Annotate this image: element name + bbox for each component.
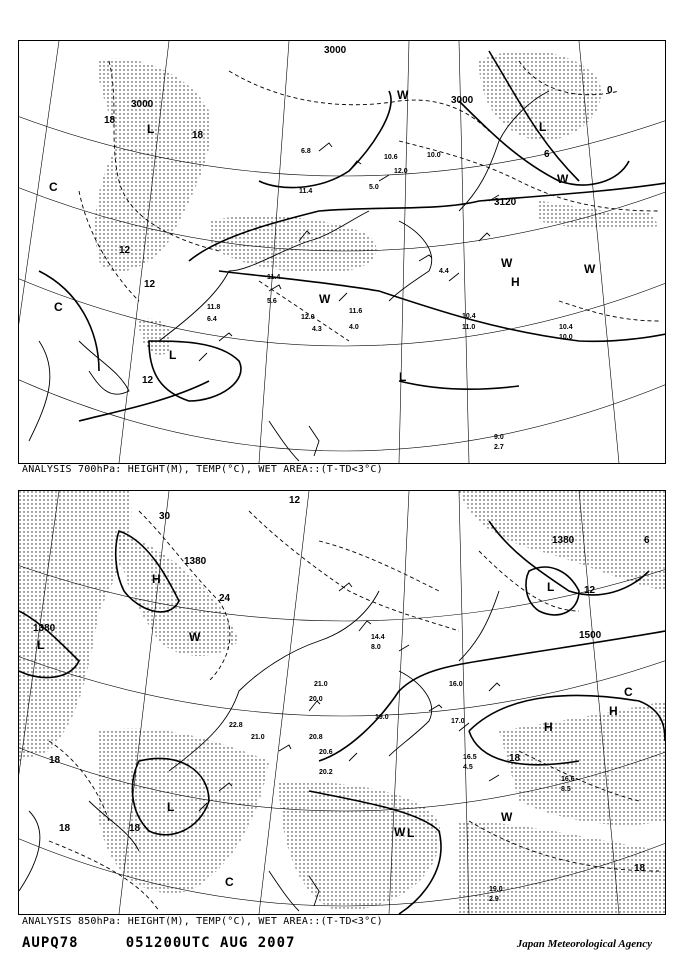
contour-label: 0 (607, 85, 613, 96)
station-value: 11.4 (299, 188, 313, 195)
contour-label: 12 (289, 495, 301, 506)
contour-label: 6 (644, 535, 650, 546)
station-value: 12.0 (301, 314, 315, 321)
cold-marker: C (49, 180, 58, 194)
warm-marker: W (557, 172, 569, 186)
warm-marker: W (501, 256, 513, 270)
station-value: 16.6 (561, 776, 575, 783)
contour-label: 18 (509, 753, 521, 764)
chart-id-and-time (22, 935, 295, 951)
station-value: 5.6 (267, 298, 277, 305)
station-value: 20.0 (309, 696, 323, 703)
high-center-label: H (511, 275, 520, 289)
contour-label: 18 (129, 823, 141, 834)
contour-label: 1380 (184, 556, 207, 567)
station-value: 22.8 (229, 722, 243, 729)
station-value: 10.4 (559, 324, 573, 331)
contour-label: 3000 (131, 99, 154, 110)
station-value: 17.0 (451, 718, 465, 725)
station-value: 19.0 (489, 886, 503, 893)
contour-label: 18 (49, 755, 61, 766)
station-value: 11.0 (462, 324, 476, 331)
station-value: 10.4 (462, 313, 476, 320)
contour-label: 24 (219, 593, 231, 604)
contour-label: 1380 (33, 623, 56, 634)
chart-code: AUPQ78 (22, 935, 79, 951)
contour-label: 1500 (579, 630, 602, 641)
valid-time: 051200UTC AUG 2007 (125, 935, 296, 951)
station-value: 10.0 (427, 152, 441, 159)
contour-label: 3120 (494, 197, 517, 208)
contour-label: 18 (634, 863, 646, 874)
contour-label: 18 (59, 823, 71, 834)
station-value: 21.0 (251, 734, 265, 741)
station-value: 10.6 (384, 154, 398, 161)
contour-label: 12 (119, 245, 131, 256)
contour-label: 12 (142, 375, 154, 386)
station-value: 11.4 (267, 274, 281, 281)
station-value: 8.5 (561, 786, 571, 793)
high-center-label: H (544, 720, 553, 734)
contour-label: 30 (159, 511, 171, 522)
low-center-label: L (37, 638, 45, 652)
low-center-label: L (539, 120, 547, 134)
station-value: 4.0 (349, 324, 359, 331)
station-value: 5.0 (369, 184, 379, 191)
low-center-label: L (169, 348, 177, 362)
low-center-label: L (147, 122, 155, 136)
station-value: 14.4 (371, 634, 385, 641)
high-center-label: H (609, 704, 618, 718)
station-value: 11.8 (207, 304, 221, 311)
station-value: 6.8 (301, 148, 311, 155)
station-value: 11.6 (349, 308, 363, 315)
contour-label: 3000 (324, 45, 347, 56)
caption-850hpa: ANALYSIS 850hPa: HEIGHT(M), TEMP(°C), WET AREA::(T-TD<3°C) (22, 916, 383, 927)
low-center-label: L (547, 580, 555, 594)
caption-700hpa: ANALYSIS 700hPa: HEIGHT(M), TEMP(°C), WET AREA::(T-TD<3°C) (22, 464, 383, 475)
contour-label: 18 (104, 115, 116, 126)
station-value: 20.8 (309, 734, 323, 741)
station-values (207, 148, 573, 451)
weather-map-700hpa (19, 41, 665, 463)
contour-label: 3000 (451, 95, 474, 106)
contour-label: 12 (584, 585, 596, 596)
station-value: 20.2 (319, 769, 333, 776)
coastlines (29, 91, 549, 461)
station-value: 10.0 (559, 334, 573, 341)
cold-marker: C (54, 300, 63, 314)
cold-marker: C (225, 875, 234, 889)
weather-map-850hpa (19, 491, 665, 914)
cold-marker: C (624, 685, 633, 699)
station-value: 4.3 (312, 326, 322, 333)
station-value: 16.0 (449, 681, 463, 688)
station-value: 2.9 (489, 896, 499, 903)
warm-marker: W (584, 262, 596, 276)
low-center-label: L (167, 800, 175, 814)
contour-label: 18 (192, 130, 204, 141)
wet-area-shading (95, 51, 659, 355)
contour-label: 12 (144, 279, 156, 290)
station-value: 8.0 (371, 644, 381, 651)
station-value: 21.0 (314, 681, 328, 688)
warm-marker: W (319, 292, 331, 306)
low-center-label: L (407, 826, 415, 840)
map-panel-700hpa (18, 40, 666, 464)
station-value: 4.5 (463, 764, 473, 771)
contour-label: 1380 (552, 535, 575, 546)
station-value: 9.0 (494, 434, 504, 441)
station-value: 12.0 (394, 168, 408, 175)
station-value: 4.4 (439, 268, 449, 275)
contour-label: 6 (544, 149, 550, 160)
high-center-label: H (152, 572, 161, 586)
agency-name: Japan Meteorological Agency (516, 938, 652, 950)
warm-marker: W (394, 825, 406, 839)
station-value: 16.5 (463, 754, 477, 761)
station-value: 20.6 (319, 749, 333, 756)
station-value: 19.0 (375, 714, 389, 721)
warm-marker: W (189, 630, 201, 644)
map-panel-850hpa (18, 490, 666, 915)
station-value: 6.4 (207, 316, 217, 323)
station-value: 2.7 (494, 444, 504, 451)
warm-marker: W (397, 88, 409, 102)
low-center-label: L (399, 370, 407, 384)
warm-marker: W (501, 810, 513, 824)
